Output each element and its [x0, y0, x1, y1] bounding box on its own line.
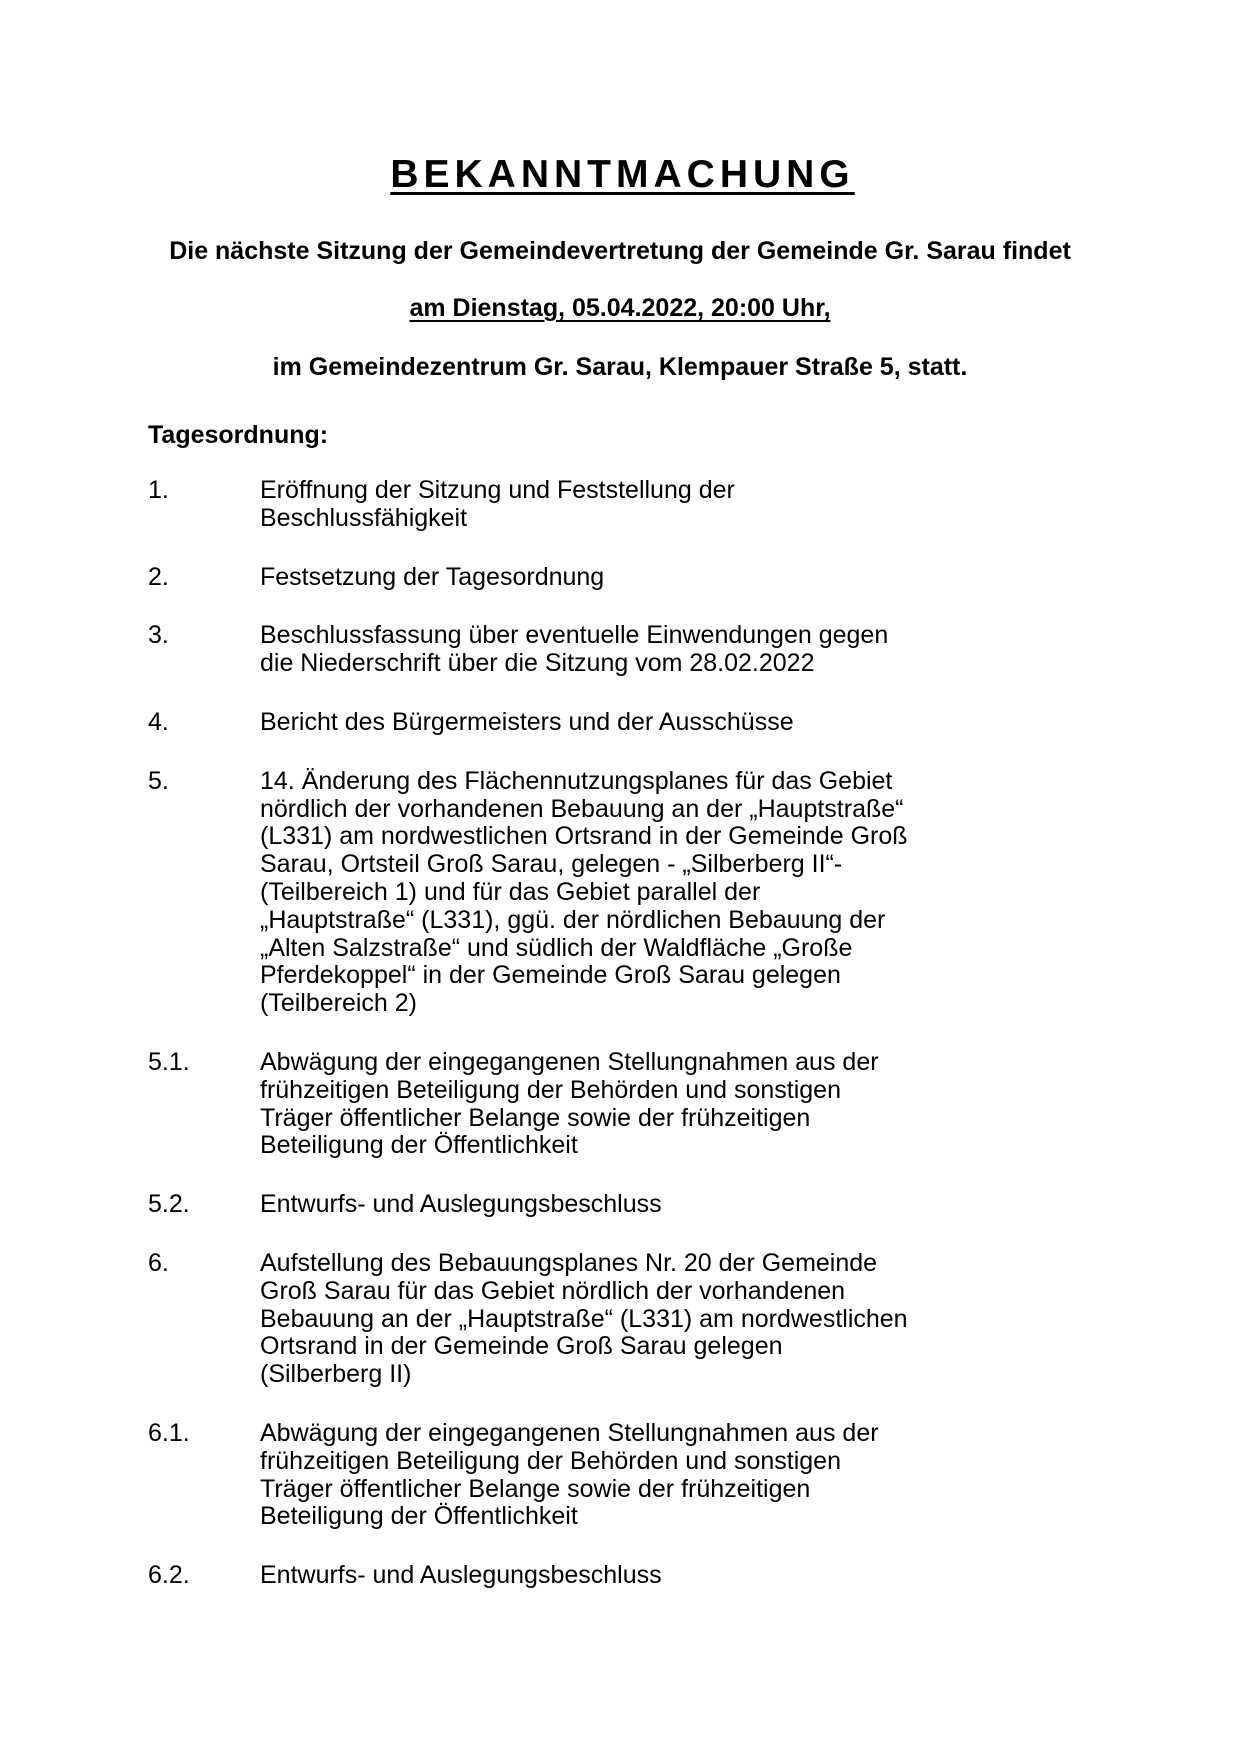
agenda-item-text-line: Entwurfs- und Auslegungsbeschluss [260, 1561, 662, 1590]
agenda-item-text [260, 1049, 879, 1160]
agenda-item-text [260, 709, 794, 737]
agenda-item-text-line: Festsetzung der Tagesordnung [260, 562, 605, 591]
agenda-item-text-line: Beteiligung der Öffentlichkeit [260, 1131, 578, 1160]
agenda-item-text-line: nördlich der vorhandenen Bebauung an der „Hauptstraße“ [260, 794, 904, 823]
agenda-item-1 [148, 477, 1120, 533]
agenda-item-text-line: Bericht des Bürgermeisters und der Ausschüsse [260, 707, 794, 736]
agenda-item-text-line: Beteiligung der Öffentlichkeit [260, 1502, 578, 1531]
agenda-item-number: 4. [148, 707, 169, 736]
agenda-item-number: 5.1. [148, 1047, 190, 1076]
agenda-heading: Tagesordnung: [148, 421, 329, 449]
agenda-item-text-line: Beschlussfähigkeit [260, 503, 468, 532]
agenda-item-number: 3. [148, 621, 169, 650]
agenda-item-5-1 [148, 1049, 1120, 1160]
agenda-item-text-line: Träger öffentlicher Belange sowie der frühzeitigen [260, 1474, 811, 1503]
agenda-item-text-line: Pferdekoppel“ in der Gemeinde Groß Sarau gelegen [260, 961, 841, 990]
agenda-item-text-line: Groß Sarau für das Gebiet nördlich der vorhandenen [260, 1276, 846, 1305]
page-title: BEKANNTMACHUNG [390, 153, 855, 196]
agenda-item-4 [148, 709, 1120, 737]
agenda-item-number: 5.2. [148, 1190, 190, 1219]
agenda-item-text-line: Aufstellung des Bebauungsplanes Nr. 20 der Gemeinde [260, 1248, 878, 1277]
agenda-item-text-line: Abwägung der eingegangenen Stellungnahmen aus der [260, 1418, 879, 1447]
location-line: im Gemeindezentrum Gr. Sarau, Klempauer Straße 5, statt. [272, 353, 968, 381]
agenda-item-number: 2. [148, 562, 169, 591]
agenda-item-text-line: frühzeitigen Beteiligung der Behörden und sonstigen [260, 1446, 841, 1475]
datetime-line: am Dienstag, 05.04.2022, 20:00 Uhr, [409, 294, 831, 322]
agenda-item-2 [148, 564, 1120, 592]
agenda-item-6 [148, 1250, 1120, 1389]
agenda-item-text-line: Bebauung an der „Hauptstraße“ (L331) am nordwestlichen [260, 1304, 908, 1333]
agenda-item-text [260, 1250, 908, 1389]
agenda-list [0, 477, 1240, 1590]
agenda-item-text [260, 622, 888, 678]
agenda-item-5-2 [148, 1191, 1120, 1219]
agenda-item-number: 5. [148, 766, 169, 795]
agenda-item-text-line: Entwurfs- und Auslegungsbeschluss [260, 1190, 662, 1219]
agenda-item-text-line: Träger öffentlicher Belange sowie der frühzeitigen [260, 1103, 811, 1132]
agenda-item-text-line: (Teilbereich 1) und für das Gebiet parallel der [260, 877, 761, 906]
agenda-item-text-line: Beschlussfassung über eventuelle Einwendungen gegen [260, 621, 889, 650]
agenda-item-text-line: frühzeitigen Beteiligung der Behörden und sonstigen [260, 1075, 841, 1104]
agenda-item-5 [148, 768, 1120, 1018]
agenda-item-text [260, 1191, 662, 1219]
agenda-item-6-2 [148, 1562, 1120, 1590]
agenda-item-text-line: „Hauptstraße“ (L331), ggü. der nördlichen Bebauung der [260, 905, 886, 934]
agenda-item-number: 1. [148, 476, 169, 504]
agenda-item-text-line: Abwägung der eingegangenen Stellungnahmen aus der [260, 1047, 879, 1076]
intro-line: Die nächste Sitzung der Gemeindevertretung der Gemeinde Gr. Sarau findet [169, 237, 1071, 265]
agenda-item-text [260, 477, 735, 533]
agenda-item-text-line: 14. Änderung des Flächennutzungsplanes für das Gebiet [260, 766, 893, 795]
agenda-item-text [260, 1420, 879, 1531]
agenda-item-3 [148, 622, 1120, 678]
agenda-item-text-line: die Niederschrift über die Sitzung vom 28.02.2022 [260, 649, 815, 678]
agenda-item-text-line: Sarau, Ortsteil Groß Sarau, gelegen - „Silberberg II“- [260, 850, 843, 879]
agenda-item-number: 6.2. [148, 1561, 190, 1590]
agenda-item-text-line: (L331) am nordwestlichen Ortsrand in der Gemeinde Groß [260, 822, 908, 851]
agenda-item-number: 6.1. [148, 1418, 190, 1447]
agenda-item-number: 6. [148, 1248, 169, 1277]
agenda-item-text-line: Eröffnung der Sitzung und Feststellung der [260, 476, 735, 504]
agenda-item-text-line: (Teilbereich 2) [260, 989, 418, 1018]
agenda-item-text [260, 1562, 662, 1590]
agenda-item-6-1 [148, 1420, 1120, 1531]
agenda-item-text-line: Ortsrand in der Gemeinde Groß Sarau gelegen [260, 1332, 783, 1361]
agenda-item-text [260, 768, 908, 1018]
agenda-item-text-line: „Alten Salzstraße“ und südlich der Waldfläche „Große [260, 933, 853, 962]
agenda-item-text [260, 564, 604, 592]
agenda-item-text-line: (Silberberg II) [260, 1360, 412, 1389]
